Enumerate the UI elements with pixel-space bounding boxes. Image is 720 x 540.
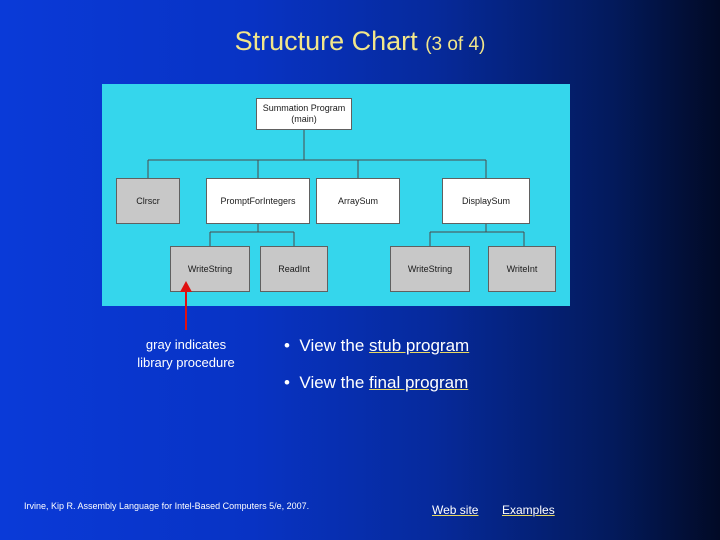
title-main: Structure Chart — [234, 26, 418, 56]
writestring-box-2: WriteString — [390, 246, 470, 292]
slide-title — [0, 26, 720, 57]
library-note: gray indicates library procedure — [137, 337, 235, 370]
examples-link[interactable]: Examples — [502, 503, 555, 517]
bullet-stub — [284, 336, 469, 373]
credit-text: Irvine, Kip R. Assembly Language for Intel-Based Computers 5/e, 2007. — [24, 501, 310, 511]
bullet-prefix: View the — [299, 373, 365, 392]
writeint-box: WriteInt — [488, 246, 556, 292]
stub-program-link[interactable]: stub program — [369, 336, 470, 355]
promptforintegers-box: PromptForIntegers — [206, 178, 310, 224]
arraysum-box: ArraySum — [316, 178, 400, 224]
readint-box: ReadInt — [260, 246, 328, 292]
bullet-list — [284, 336, 469, 410]
bullet-final — [284, 373, 469, 410]
bullet-marker: • — [284, 373, 300, 392]
final-program-link[interactable]: final program — [369, 373, 469, 392]
title-suffix: (3 of 4) — [425, 34, 486, 55]
bullet-marker: • — [284, 336, 300, 355]
root-box: Summation Program (main) — [256, 98, 352, 130]
displaysum-box: DisplaySum — [442, 178, 530, 224]
structure-chart — [102, 84, 570, 306]
writestring-box-1: WriteString — [170, 246, 250, 292]
web-site-link[interactable]: Web site — [432, 503, 479, 517]
clrscr-box: Clrscr — [116, 178, 180, 224]
bullet-prefix: View the — [299, 336, 365, 355]
